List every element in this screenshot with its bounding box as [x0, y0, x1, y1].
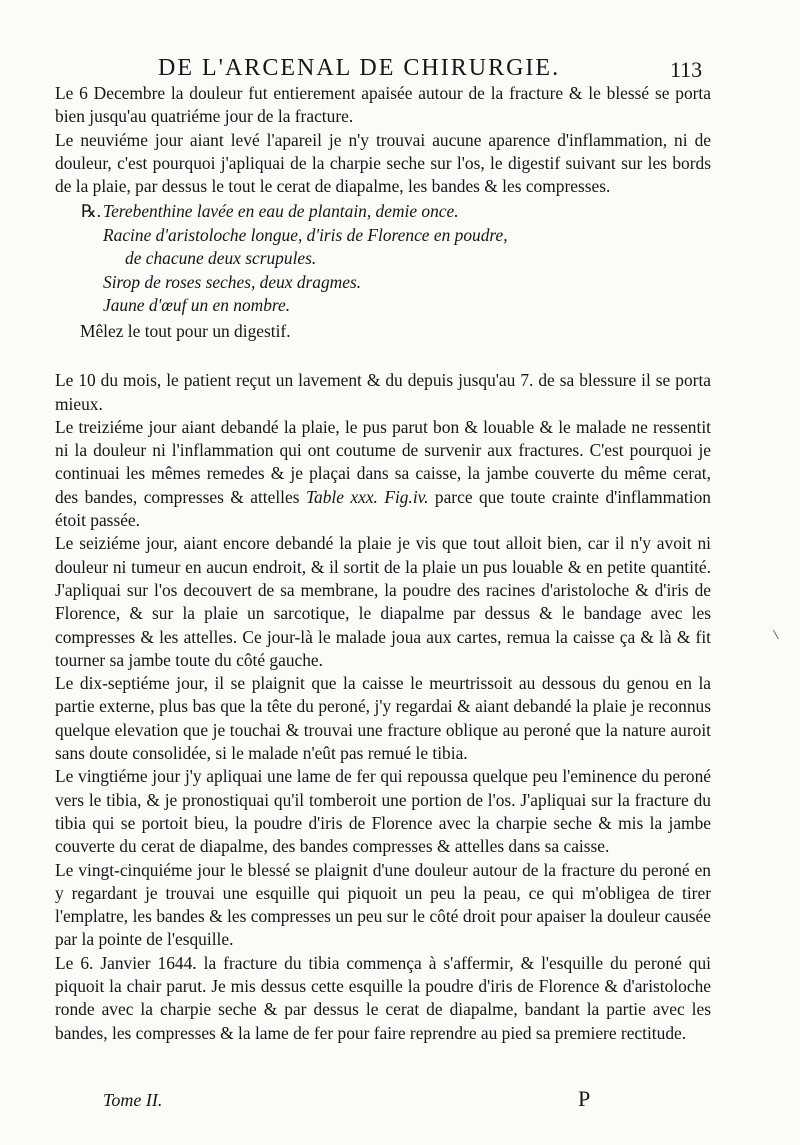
volume-label: Tome II.: [103, 1090, 163, 1110]
paragraph-tenth: Le 10 du mois, le patient reçut un lavement & du depuis jusqu'au 7. de sa blessure il se porta mieux.: [55, 370, 711, 414]
recipe-line-3: de chacune deux scrupules.: [125, 248, 317, 269]
page-header: [0, 55, 800, 85]
body-text: [55, 82, 711, 1045]
paragraph-january-6: Le 6. Janvier 1644. la fracture du tibia commença à s'affermir, & l'esquille du peroné qui piquoit la chair parut. Je mis dessus cette esquille la poudre d'iris de Florence & d'aristoloche ronde avec la charpie seche & par dessus le cerat de diapalme, bandant la partie avec les bandes, les compresses & la lame de fer pour faire reprendre au pied sa premiere rectitude.: [55, 952, 711, 1043]
paragraph-sixteenth-day: Le seiziéme jour, aiant encore debandé la plaie je vis que tout alloit bien, car il n'y avoit ni douleur ni tumeur en aucun endroit, & il sortit de la plaie un pus louable & en petite quantité. J'apliquai sur l'os decouvert de sa membrane, la poudre des racines d'aristoloche & d'iris de Florence, & sur la plaie un sarcotique, le diapalme par dessus & le bandage avec les compresses & les attelles. Ce jour-là le malade joua aux cartes, remua la caisse ça & là & fit tourner sa jambe toute du côté gauche.: [55, 533, 711, 670]
page-number: 113: [670, 57, 703, 82]
paragraph-dec6: Le 6 Decembre la douleur fut entierement apaisée autour de la fracture & le blessé se porta bien jusqu'au quatriéme jour de la fracture.: [55, 83, 711, 127]
recipe-instruction: Mêlez le tout pour un digestif.: [80, 320, 291, 341]
recipe-line-4: Sirop de roses seches, deux dragmes.: [103, 271, 362, 292]
recipe-symbol: ℞.: [81, 201, 101, 222]
section-gap: [55, 343, 711, 369]
signature-mark: P: [578, 1086, 591, 1111]
paragraph-thirteenth-text: Le treiziéme jour aiant debandé la plaie, le pus parut bon & louable & le malade ne ressentit ni la douleur ni l'inflammation qui ont coutume de survenir aux fractures. C'est pourquoi je continuai les mêmes remedes & je plaçai dans sa caisse, la jambe couverte du même cerat, des bandes, compresses & attelles: [55, 416, 711, 507]
paragraph-ninth-day: Le neuviéme jour aiant levé l'apareil je n'y trouvai aucune aparence d'inflammation, ni de douleur, c'est pourquoi j'apliquai de la charpie seche sur l'os, le digestif suivant sur les bords de la plaie, par dessus le tout le cerat de diapalme, les bandes & les compresses.: [55, 129, 711, 197]
recipe-line-2: Racine d'aristoloche longue, d'iris de Florence en poudre,: [103, 224, 508, 245]
recipe-line-5: Jaune d'œuf un en nombre.: [103, 295, 291, 316]
recipe-line-1: Terebenthine lavée en eau de plantain, demie once.: [103, 201, 459, 222]
running-title: DE L'ARCENAL DE CHIRURGIE.: [158, 55, 561, 81]
paragraph-twentieth-day: Le vingtiéme jour j'y apliquai une lame de fer qui repoussa quelque peu l'eminence du peroné vers le tibia, & je pronostiquai qu'il tomberoit une portion de l'os. J'apliquai sur la fracture du tibia qui se portoit bieu, la poudre d'iris de Florence avec la charpie seche & mis la jambe couverte du cerat de diapalme, des bandes compresses & attelles dans sa caisse.: [55, 766, 711, 857]
recipe-block: [81, 200, 711, 318]
page-footer: [0, 1086, 800, 1120]
paragraph-seventeenth-day: Le dix-septiéme jour, il se plaignit que la caisse le meurtrissoit au dessous du genou en la partie externe, plus bas que la tête du peroné, j'y regardai & aiant debandé la plaie je reconnus quelque elevation que je touchai & trouvai une fracture oblique au peroné que la nature auroit sans doute consolidée, si le malade n'eût pas remué le tibia.: [55, 673, 711, 764]
table-reference: Table xxx. Fig.iv.: [305, 486, 429, 507]
paragraph-thirteenth-end: parce que toute crainte d'inflammation étoit passée.: [55, 486, 711, 531]
paragraph-thirteenth-day: [55, 416, 711, 532]
margin-mark: [773, 627, 784, 639]
paragraph-twenty-fifth-day: Le vingt-cinquiéme jour le blessé se plaignit d'une douleur autour de la fracture du peroné en y regardant je trouvai une esquille qui piquoit un peu la peau, ce qui m'obligea de tirer l'emplatre, les bandes & les compresses un peu sur le côté droit pour apaiser la douleur causée par la pointe de l'esquille.: [55, 859, 711, 950]
